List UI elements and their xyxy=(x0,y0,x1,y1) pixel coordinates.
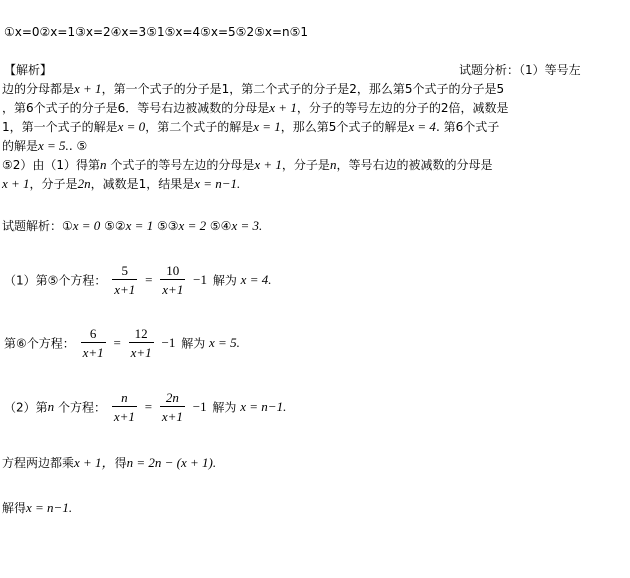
analysis-text: 1，第一个式子的解是 xyxy=(2,120,118,134)
equation-prefix: （1）第⑤个方程： xyxy=(4,273,107,288)
fraction xyxy=(112,390,137,424)
equation-6: 第⑥个方程： $\frac{6}{x+1}$ = $\frac{12}{x+1}$ −1 解为 x = 5. xyxy=(4,326,240,360)
fraction xyxy=(81,326,106,360)
solution-line xyxy=(2,218,262,234)
math-n: n xyxy=(100,157,107,172)
math-x-plus-1: x + 1 xyxy=(2,176,30,191)
analysis-text: 的解是 xyxy=(2,139,39,153)
analysis-text: . 第6个式子 xyxy=(435,120,500,134)
equation-tail: −1 xyxy=(192,399,207,414)
math-n-eq: n = 2n − (x + 1). xyxy=(126,455,217,470)
math-n: n xyxy=(47,399,55,414)
solution-label: 试题解析：① xyxy=(2,219,73,233)
math-x-eq-5: x = 5. xyxy=(38,138,69,153)
math-x-plus-1: x + 1， xyxy=(74,455,115,470)
math-x-eq-1: x = 1 xyxy=(253,119,281,134)
fraction-denominator: x+1 xyxy=(113,409,135,424)
equation-solution: x = 5. xyxy=(209,335,240,350)
fraction xyxy=(160,263,185,297)
analysis-line-6 xyxy=(2,176,240,192)
math-x-eq-n-minus-1: x = n−1. xyxy=(194,176,241,191)
analysis-text: ，分子的等号左边的分子的2倍，减数是 xyxy=(296,101,509,115)
equation-prefix: 第⑥个方程： xyxy=(4,336,75,351)
fraction-numerator: 5 xyxy=(112,263,137,280)
final-text: 解得 xyxy=(2,501,27,515)
final-line xyxy=(2,500,72,516)
multiply-line xyxy=(2,455,216,471)
analysis-text: ，第一个式子的分子是1，第二个式子的分子是2，那么第5个式子的分子是5 xyxy=(101,82,505,96)
equation-5: （1）第⑤个方程： $\frac{5}{x+1}$ = $\frac{10}{x+1}$ −1 解为 x = 4. xyxy=(4,263,272,297)
math-n: n xyxy=(329,157,337,172)
fraction-numerator: 10 xyxy=(160,263,185,280)
fraction-denominator: x+1 xyxy=(114,282,136,297)
math-x-eq-1: x = 1 xyxy=(125,218,154,233)
equation-solution: x = 4. xyxy=(240,272,272,287)
math-x-eq-3: x = 3. xyxy=(231,218,263,233)
fraction-numerator: 6 xyxy=(81,326,106,343)
solution-sep: ⑤③ xyxy=(157,219,179,233)
equation-tail: −1 xyxy=(161,335,176,350)
equation-prefix: （2）第 xyxy=(4,400,48,415)
analysis-line-4 xyxy=(2,138,87,154)
math-x-plus-1: x + 1 xyxy=(254,157,282,172)
analysis-text: ，分子是 xyxy=(281,158,330,172)
equation-tail: −1 xyxy=(193,272,207,287)
analysis-line-3 xyxy=(2,119,499,135)
answer-summary: ①x=0②x=1③x=2④x=3⑤1⑤x=4⑤x=5⑤2⑤x=n⑤1 xyxy=(4,25,308,39)
final-value: x = n−1. xyxy=(26,500,73,515)
solution-sep: ⑤④ xyxy=(209,219,232,233)
math-x-plus-1: x + 1 xyxy=(269,100,297,115)
multiply-text: 方程两边都乘 xyxy=(2,456,75,470)
analysis-text: ，等号右边的被减数的分母是 xyxy=(336,158,493,172)
analysis-text: ，减数是1，结果是 xyxy=(90,177,195,191)
fraction-denominator: x+1 xyxy=(161,409,183,424)
math-x-eq-0: x = 0 xyxy=(117,119,146,134)
math-x-eq-4: x = 4 xyxy=(408,119,436,134)
fraction-numerator: n xyxy=(112,390,137,407)
fraction xyxy=(112,263,137,297)
fraction-denominator: x+1 xyxy=(130,345,152,360)
fraction-denominator: x+1 xyxy=(162,282,184,297)
analysis-text: ，那么第5个式子的解是 xyxy=(280,120,409,134)
analysis-label: 试题分析：（1）等号左 xyxy=(459,63,581,77)
equation-solve-label: 解为 xyxy=(212,400,237,415)
fraction xyxy=(160,390,185,424)
fraction-numerator: 2n xyxy=(160,390,185,407)
analysis-tag: 【解析】 xyxy=(4,63,53,77)
analysis-text: 边的分母都是 xyxy=(2,82,75,96)
equation-solve-label: 解为 xyxy=(181,336,206,351)
analysis-line-5 xyxy=(2,157,492,173)
multiply-get: 得 xyxy=(114,456,127,470)
math-2n: 2n xyxy=(77,176,91,191)
math-x-plus-1: x + 1 xyxy=(74,81,102,96)
equation-n: （2）第n 个方程： $\frac{n}{x+1}$ = $\frac{2n}{x+1}$ −1 解为 x = n−1. xyxy=(4,390,287,424)
analysis-text: 个式子的等号左边的分母是 xyxy=(110,158,255,172)
analysis-text: ，第二个式子的解是 xyxy=(145,120,254,134)
analysis-text: ，第6个式子的分子是6．等号右边被减数的分母是 xyxy=(2,101,270,115)
analysis-text: ⑤2）由（1）得第 xyxy=(2,158,101,172)
equation-solve-label: 解为 xyxy=(212,273,237,288)
analysis-line-1 xyxy=(2,81,504,97)
analysis-text: . ⑤ xyxy=(68,139,88,153)
solution-sep: ⑤② xyxy=(104,219,126,233)
math-x-eq-2: x = 2 xyxy=(178,218,207,233)
math-x-eq-0: x = 0 xyxy=(72,218,101,233)
analysis-text: ，分子是 xyxy=(29,177,78,191)
equation-prefix: 个方程： xyxy=(57,400,106,415)
fraction-numerator: 12 xyxy=(129,326,154,343)
equation-solution: x = n−1. xyxy=(240,399,287,414)
analysis-line-2 xyxy=(2,100,508,116)
fraction xyxy=(129,326,154,360)
fraction-denominator: x+1 xyxy=(82,345,104,360)
